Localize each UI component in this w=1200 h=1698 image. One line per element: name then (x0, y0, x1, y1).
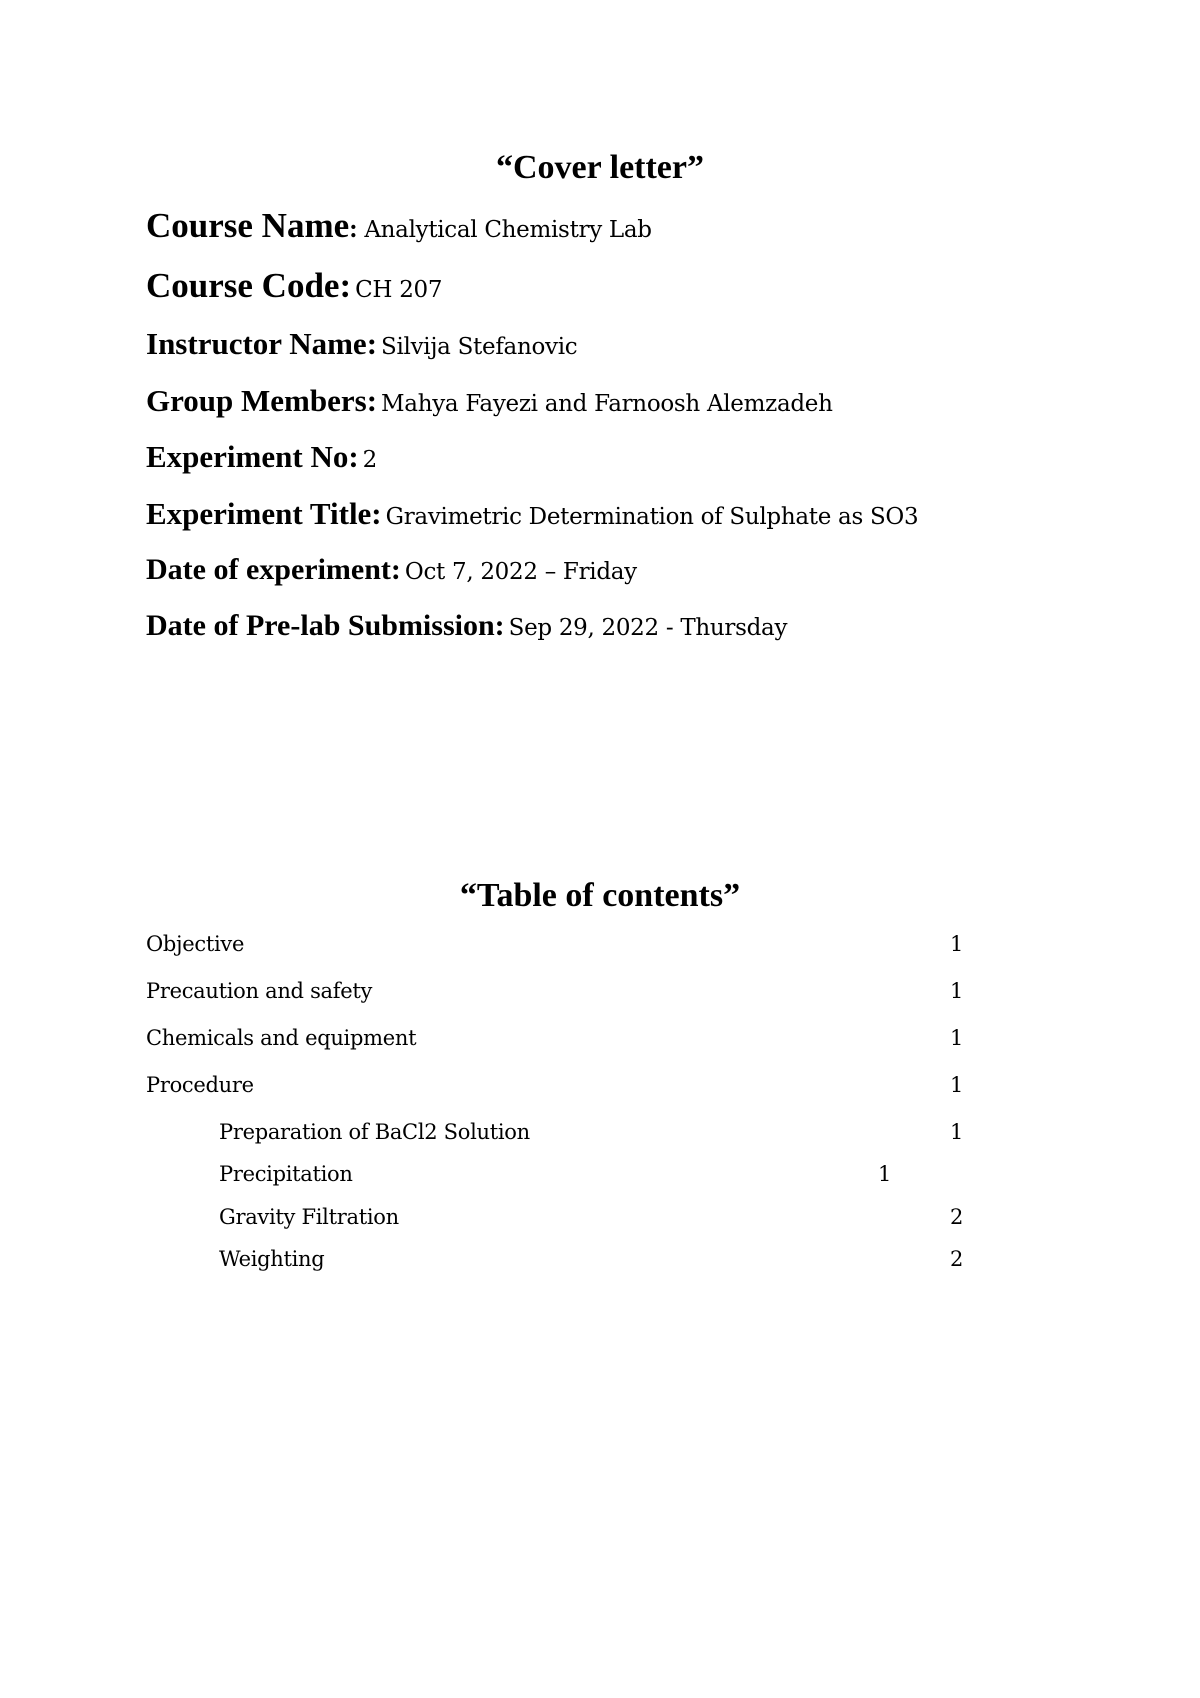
date-of-experiment-label: Date of experiment: (146, 553, 401, 586)
course-name-label: Course Name (146, 206, 350, 245)
date-of-experiment-value: Oct 7, 2022 – Friday (404, 559, 637, 585)
course-name-separator: : (349, 214, 365, 243)
pre-lab-submission-label: Date of Pre-lab Submission: (146, 609, 505, 642)
toc-entry-label: Weighting (219, 1247, 325, 1271)
toc-entry-label: Objective (146, 932, 245, 956)
toc-entry-label: Precipitation (219, 1162, 353, 1186)
instructor-name-field (146, 324, 577, 370)
toc-entry-page: 1 (950, 1073, 964, 1097)
group-members-label: Group Members: (146, 383, 378, 418)
toc-entry-label: Chemicals and equipment (146, 1026, 417, 1050)
course-code-label: Course Code: (146, 266, 352, 305)
toc-entry-page: 1 (878, 1162, 892, 1186)
experiment-no-value: 2 (362, 447, 377, 473)
toc-entry-page: 1 (950, 932, 964, 956)
experiment-title-label: Experiment Title: (146, 496, 382, 531)
course-code-field (146, 266, 442, 313)
toc-entry-page: 2 (950, 1247, 964, 1271)
experiment-no-field (146, 437, 377, 483)
experiment-title-value: Gravimetric Determination of Sulphate as SO3 (385, 504, 919, 530)
experiment-title-field (146, 494, 918, 540)
instructor-name-label: Instructor Name: (146, 326, 378, 361)
toc-entry-page: 2 (950, 1205, 964, 1229)
toc-entry-page: 1 (950, 979, 964, 1003)
date-of-experiment-field (146, 550, 637, 595)
toc-entry-label: Gravity Filtration (219, 1205, 399, 1229)
toc-entry-label: Precaution and safety (146, 979, 373, 1003)
course-name-value: Analytical Chemistry Lab (364, 217, 652, 243)
cover-letter-title: “Cover letter” (496, 149, 704, 186)
instructor-name-value: Silvija Stefanovic (381, 334, 578, 360)
course-code-value: CH 207 (355, 277, 443, 303)
toc-entry-page: 1 (950, 1026, 964, 1050)
toc-entry-label: Procedure (146, 1073, 254, 1097)
group-members-value: Mahya Fayezi and Farnoosh Alemzadeh (381, 391, 833, 417)
pre-lab-submission-value: Sep 29, 2022 - Thursday (508, 615, 788, 641)
pre-lab-submission-field (146, 606, 787, 651)
toc-entry-page: 1 (950, 1120, 964, 1144)
experiment-no-label: Experiment No: (146, 439, 359, 474)
toc-entry-label: Preparation of BaCl2 Solution (219, 1120, 530, 1144)
table-of-contents-title: “Table of contents” (459, 877, 741, 914)
group-members-field (146, 381, 833, 427)
course-name-field (146, 206, 652, 253)
